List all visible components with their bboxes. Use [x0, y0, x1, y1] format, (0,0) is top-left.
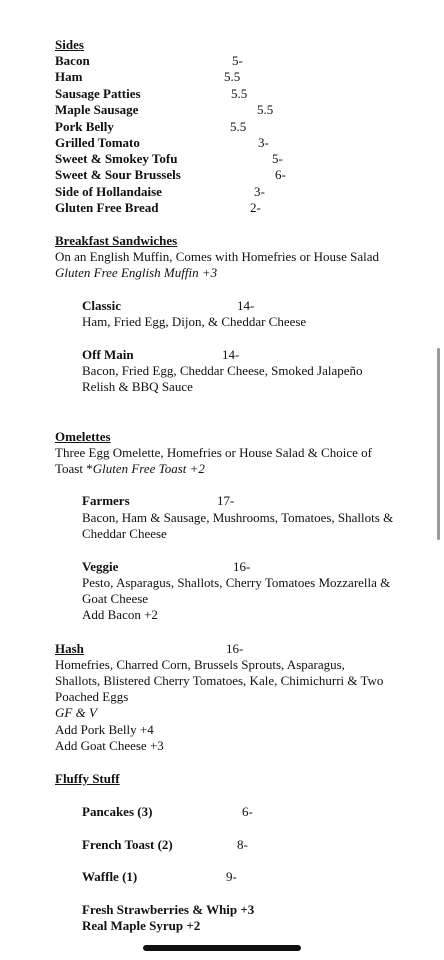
sandwich-name: Classic: [82, 298, 121, 313]
sandwich-name: Off Main: [82, 347, 134, 362]
side-item-name: Ham: [55, 69, 83, 84]
side-item-name: Grilled Tomato: [55, 135, 140, 150]
sides-heading: Sides: [55, 37, 84, 52]
side-item-name: Sausage Patties: [55, 86, 141, 101]
sandwich-desc: Bacon, Fried Egg, Cheddar Cheese, Smoked Jalapeño: [82, 363, 363, 378]
side-item-price: 5.5: [257, 102, 274, 117]
side-item-name: Pork Belly: [55, 119, 114, 134]
hash-addon: Add Pork Belly +4: [55, 722, 154, 737]
breakfast-sandwiches-heading: Breakfast Sandwiches: [55, 233, 178, 248]
hash-desc: Poached Eggs: [55, 689, 129, 704]
breakfast-sandwiches-desc: On an English Muffin, Comes with Homefries or House Salad: [55, 249, 379, 264]
side-item-name: Gluten Free Bread: [55, 200, 159, 215]
omelettes-gf-note: Gluten Free Toast +2: [92, 461, 205, 476]
omelette-price: 16-: [233, 559, 251, 574]
side-item-price: 5.5: [231, 86, 248, 101]
fluffy-item-name: French Toast (2): [82, 837, 173, 852]
side-item-price: 3-: [258, 135, 269, 150]
hash-desc: Shallots, Blistered Cherry Tomatoes, Kale, Chimichurri & Two: [55, 673, 384, 688]
hash-heading: Hash: [55, 641, 84, 656]
sandwich-price: 14-: [237, 298, 255, 313]
fluffy-item-price: 9-: [226, 869, 237, 884]
side-item-name: Bacon: [55, 53, 90, 68]
sandwich-desc: Relish & BBQ Sauce: [82, 379, 193, 394]
breakfast-sandwiches-note: Gluten Free English Muffin +3: [55, 265, 218, 280]
home-indicator[interactable]: [143, 945, 301, 951]
omelettes-desc-plain: Toast *: [55, 461, 93, 476]
omelette-name: Veggie: [82, 559, 119, 574]
omelette-desc: Goat Cheese: [82, 591, 149, 606]
hash-tag: GF & V: [55, 705, 97, 720]
omelette-name: Farmers: [82, 493, 130, 508]
scroll-indicator[interactable]: [437, 348, 440, 540]
omelette-addon: Add Bacon +2: [82, 607, 158, 622]
fluffy-item-name: Pancakes (3): [82, 804, 153, 819]
fluffy-extra: Fresh Strawberries & Whip +3: [82, 902, 255, 917]
side-item-price: 3-: [254, 184, 265, 199]
omelette-desc: Cheddar Cheese: [82, 526, 167, 541]
fluffy-item-name: Waffle (1): [82, 869, 138, 884]
omelette-desc: Pesto, Asparagus, Shallots, Cherry Tomatoes Mozzarella &: [82, 575, 391, 590]
omelettes-desc-line2: [55, 461, 205, 477]
fluffy-item-price: 8-: [237, 837, 248, 852]
hash-price: 16-: [226, 641, 244, 656]
side-item-name: Maple Sausage: [55, 102, 139, 117]
sandwich-price: 14-: [222, 347, 240, 362]
fluffy-item-price: 6-: [242, 804, 253, 819]
side-item-price: 2-: [250, 200, 261, 215]
hash-desc: Homefries, Charred Corn, Brussels Sprouts, Asparagus,: [55, 657, 345, 672]
side-item-price: 6-: [275, 167, 286, 182]
side-item-price: 5-: [272, 151, 283, 166]
fluffy-extra: Real Maple Syrup +2: [82, 918, 201, 933]
side-item-name: Sweet & Sour Brussels: [55, 167, 181, 182]
side-item-price: 5-: [232, 53, 243, 68]
fluffy-stuff-heading: Fluffy Stuff: [55, 771, 120, 786]
side-item-price: 5.5: [224, 69, 241, 84]
omelettes-heading: Omelettes: [55, 429, 111, 444]
side-item-name: Sweet & Smokey Tofu: [55, 151, 178, 166]
omelettes-desc: Three Egg Omelette, Homefries or House Salad & Choice of: [55, 445, 372, 460]
omelette-desc: Bacon, Ham & Sausage, Mushrooms, Tomatoes, Shallots &: [82, 510, 394, 525]
hash-addon: Add Goat Cheese +3: [55, 738, 164, 753]
side-item-price: 5.5: [230, 119, 247, 134]
side-item-name: Side of Hollandaise: [55, 184, 162, 199]
sandwich-desc: Ham, Fried Egg, Dijon, & Cheddar Cheese: [82, 314, 307, 329]
omelette-price: 17-: [217, 493, 235, 508]
